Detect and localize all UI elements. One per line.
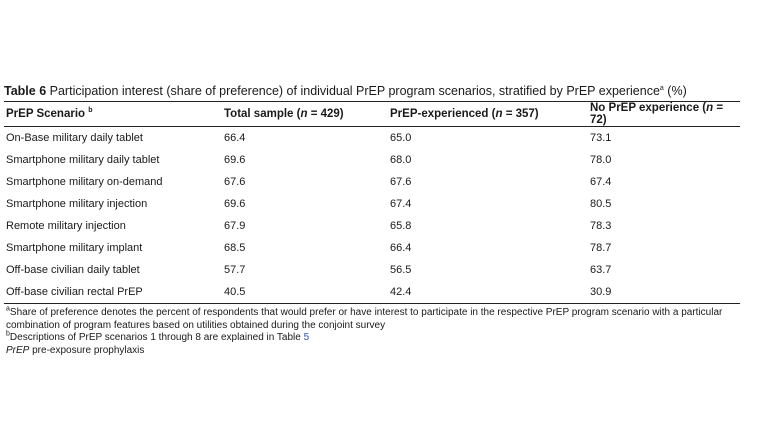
cell-scenario: Off-base civilian rectal PrEP — [6, 286, 143, 298]
table-row — [4, 215, 740, 237]
cell-scenario: Smartphone military on-demand — [6, 176, 163, 188]
cell-no-experience: 63.7 — [590, 264, 612, 276]
table-row — [4, 149, 740, 171]
cell-total: 40.5 — [224, 286, 246, 298]
cell-experienced: 65.0 — [390, 132, 412, 144]
cell-total: 69.6 — [224, 198, 246, 210]
cell-no-experience: 78.7 — [590, 242, 612, 254]
cell-scenario: On-Base military daily tablet — [6, 132, 143, 144]
footnote-a: $^a$Share of preference denotes the percent of respondents that would prefer or have interest to participate in the respective PrEP program scenario with a particular combination of program features based on utilities obtained during the conjoint survey — [6, 305, 723, 331]
cell-experienced: 67.6 — [390, 176, 412, 188]
cell-experienced: 66.4 — [390, 242, 412, 254]
table-row — [4, 281, 740, 304]
table-row — [4, 259, 740, 281]
cell-no-experience: 67.4 — [590, 176, 612, 188]
cell-experienced: 42.4 — [390, 286, 412, 298]
cell-experienced: 67.4 — [390, 198, 412, 210]
cell-total: 67.9 — [224, 220, 246, 232]
table-row — [4, 127, 740, 150]
header-total: Total sample (n = 429) — [224, 108, 344, 120]
header-row — [4, 102, 740, 127]
footnote-abbreviation: PrEP pre-exposure prophylaxis — [6, 344, 145, 356]
footnote-b: $^b$Descriptions of PrEP scenarios 1 through 8 are explained in Table 5 — [6, 330, 310, 343]
cell-total: 67.6 — [224, 176, 246, 188]
table-row — [4, 171, 740, 193]
cell-no-experience: 78.3 — [590, 220, 612, 232]
cell-scenario: Smartphone military implant — [6, 242, 143, 254]
cell-scenario: Smartphone military injection — [6, 198, 148, 210]
table-footnotes — [4, 307, 738, 357]
cell-no-experience: 30.9 — [590, 286, 612, 298]
header-scenario: PrEP Scenario $^b$ — [6, 107, 93, 120]
cell-experienced: 56.5 — [390, 264, 412, 276]
cell-experienced: 68.0 — [390, 154, 412, 166]
table-5-link[interactable]: 5 — [303, 332, 310, 343]
caption-text: Participation interest (share of preference) of individual PrEP program scenarios, stratified by PrEP experience — [49, 84, 660, 98]
caption-footnote-marker: a — [659, 84, 664, 92]
table-6 — [4, 83, 738, 357]
caption-suffix: (%) — [667, 84, 687, 98]
header-no-experience: No PrEP experience (n = 72) — [590, 102, 724, 126]
cell-total: 66.4 — [224, 132, 246, 144]
cell-scenario: Off-base civilian daily tablet — [6, 264, 140, 276]
cell-scenario: Remote military injection — [6, 220, 126, 232]
cell-experienced: 65.8 — [390, 220, 412, 232]
table-caption — [4, 83, 738, 99]
cell-total: 68.5 — [224, 242, 246, 254]
cell-total: 69.6 — [224, 154, 246, 166]
table-label: Table 6 — [4, 84, 47, 98]
header-experienced: PrEP-experienced (n = 357) — [390, 108, 539, 120]
table-row — [4, 237, 740, 259]
cell-no-experience: 73.1 — [590, 132, 612, 144]
cell-no-experience: 78.0 — [590, 154, 612, 166]
cell-scenario: Smartphone military daily tablet — [6, 154, 160, 166]
cell-no-experience: 80.5 — [590, 198, 612, 210]
cell-total: 57.7 — [224, 264, 246, 276]
data-table — [4, 101, 740, 304]
table-row — [4, 193, 740, 215]
